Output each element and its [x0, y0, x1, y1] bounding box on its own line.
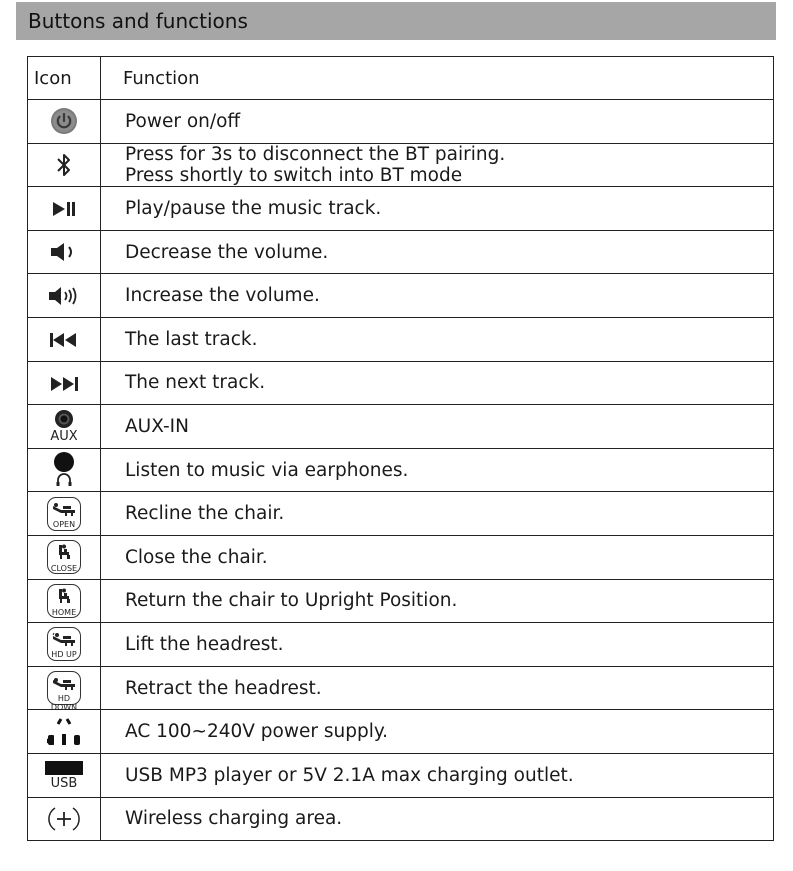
- function-text: USB MP3 player or 5V 2.1A max charging outlet.: [101, 753, 774, 797]
- table-row: [28, 230, 774, 274]
- home-label: HOME: [51, 607, 77, 617]
- next-track-icon: [49, 376, 79, 392]
- table-row: [28, 448, 774, 492]
- hd-down-label: HD DOWN: [50, 694, 78, 713]
- previous-track-icon: [49, 332, 79, 348]
- table-row: [28, 797, 774, 841]
- table-row: [28, 753, 774, 797]
- table-row: [28, 187, 774, 231]
- buttons-table: [27, 56, 774, 841]
- function-text: Wireless charging area.: [101, 797, 774, 841]
- function-text: Play/pause the music track.: [101, 187, 774, 231]
- table-row: [28, 535, 774, 579]
- headrest-up-icon: [47, 627, 81, 661]
- table-row: [28, 100, 774, 144]
- table-row: [28, 623, 774, 667]
- section-title: Buttons and functions: [28, 9, 248, 33]
- hd-up-label: HD UP: [51, 650, 77, 660]
- close-label: CLOSE: [50, 564, 78, 574]
- aux-jack-icon: [50, 409, 77, 443]
- table-row: [28, 143, 774, 187]
- headrest-down-icon: [47, 671, 81, 713]
- power-icon: [50, 107, 78, 135]
- function-text: AC 100~240V power supply.: [101, 710, 774, 754]
- function-text-line-1: Press for 3s to disconnect the BT pairing.: [125, 143, 506, 165]
- table-row: [28, 405, 774, 449]
- function-text: Return the chair to Upright Position.: [101, 579, 774, 623]
- function-text: Listen to music via earphones.: [101, 448, 774, 492]
- ac-plug-icon: [44, 715, 84, 749]
- icon-column-header: Icon: [28, 57, 101, 100]
- close-chair-icon: [47, 540, 81, 574]
- table-header-row: [28, 57, 774, 100]
- function-text: The next track.: [101, 361, 774, 405]
- function-text: Recline the chair.: [101, 492, 774, 536]
- section-header: [16, 2, 776, 40]
- function-text: Retract the headrest.: [101, 666, 774, 710]
- function-text: Lift the headrest.: [101, 623, 774, 667]
- table-row: [28, 317, 774, 361]
- function-text: Close the chair.: [101, 535, 774, 579]
- function-text: Increase the volume.: [101, 274, 774, 318]
- bluetooth-icon: [54, 151, 74, 179]
- play-pause-icon: [51, 200, 77, 218]
- function-text: Decrease the volume.: [101, 230, 774, 274]
- function-column-header: Function: [101, 57, 774, 100]
- function-text: The last track.: [101, 317, 774, 361]
- wireless-charging-icon: [45, 804, 83, 834]
- aux-label: AUX: [50, 429, 78, 445]
- usb-port-icon: [44, 760, 84, 790]
- table-row: [28, 361, 774, 405]
- table-row: [28, 274, 774, 318]
- recline-chair-icon: [47, 497, 81, 531]
- headphone-jack-icon: [52, 452, 76, 488]
- table-row: [28, 710, 774, 754]
- table-row: [28, 579, 774, 623]
- function-text: Power on/off: [101, 100, 774, 144]
- open-label: OPEN: [52, 519, 76, 529]
- volume-down-icon: [49, 242, 79, 262]
- function-text-line-2: Press shortly to switch into BT mode: [125, 164, 463, 186]
- table-row: [28, 666, 774, 710]
- volume-up-icon: [47, 285, 81, 307]
- function-text: AUX-IN: [101, 405, 774, 449]
- usb-label: USB: [50, 776, 78, 792]
- table-row: [28, 492, 774, 536]
- home-chair-icon: [47, 584, 81, 618]
